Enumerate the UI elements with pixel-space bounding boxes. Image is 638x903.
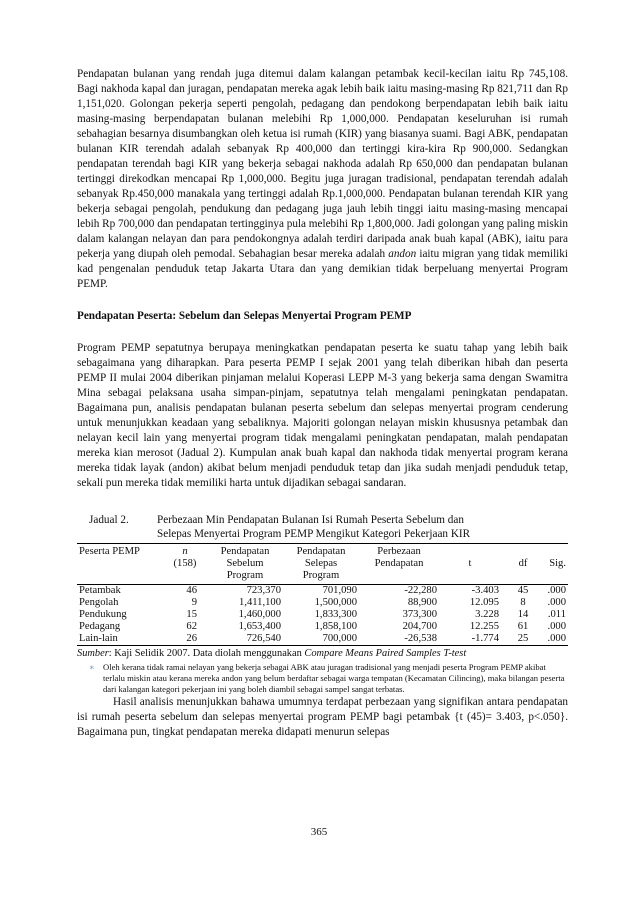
table-row <box>77 597 568 609</box>
col-beza-l2: Pendapatan <box>374 558 424 569</box>
cell-t: 12.255 <box>469 621 499 632</box>
cell-sebelum: 1,653,400 <box>238 621 281 632</box>
cell-t: -3.403 <box>471 585 499 596</box>
col-n <box>163 544 207 585</box>
table-row <box>77 609 568 621</box>
table-header-row <box>77 544 568 585</box>
table-row <box>77 585 568 598</box>
footnote-bullet: ∗ <box>89 662 95 672</box>
cell-sebelum: 1,460,000 <box>238 609 281 620</box>
col-selepas-l1: Pendapatan <box>296 546 346 557</box>
cell-beza: -26,538 <box>359 633 439 646</box>
cell-beza: -22,280 <box>404 585 437 596</box>
col-sebelum-l2: Sebelum <box>226 558 264 569</box>
cell-df: 25 <box>501 633 545 646</box>
cell-sig: .000 <box>547 621 566 632</box>
cell-selepas: 1,500,000 <box>314 597 357 608</box>
table-caption-number: Jadual 2. <box>89 514 129 526</box>
table-source <box>77 647 568 660</box>
col-selepas-l2: Selepas <box>304 558 338 569</box>
cell-beza: 373,300 <box>402 609 437 620</box>
table-caption <box>77 513 568 541</box>
section-heading: Pendapatan Peserta: Sebelum dan Selepas Menyertai Program PEMP <box>77 310 412 322</box>
cell-selepas: 1,858,100 <box>314 621 357 632</box>
paragraph-income-low <box>77 67 568 292</box>
cell-n: 15 <box>186 609 197 620</box>
cell-t: 3.228 <box>475 609 499 620</box>
page-number: 365 <box>310 826 328 838</box>
cell-beza: 88,900 <box>407 597 437 608</box>
italic-term-andon: andon <box>388 248 417 260</box>
col-sig: Sig. <box>545 544 568 585</box>
page-body <box>77 67 568 740</box>
cell-selepas: 701,090 <box>322 585 357 596</box>
cell-peserta: Lain-lain <box>77 633 163 646</box>
table-body <box>77 585 568 646</box>
col-perbezaan <box>359 544 439 585</box>
paragraph-pemp-participants: Program PEMP sepatutnya berupaya meningkatkan pendapatan peserta ke suatu tahap yang lebih baik sebagaimana yang diharapkan. Para peserta PEMP I sejak 2001 yang telah diberikan hibah dan peserta PEMP II mulai 2004 diberikan pinjaman melalui Koperasi LEPP M-3 yang bekerja sama dengan Swamitra Mina sebagai pelaksana usaha simpan-pinjam, sepatutnya telah mengalami peningkatan pendapatan. Bagaimana pun, analisis pendapatan bulanan peserta sebelum dan selepas menyertai program cenderung untuk menunjukkan keadaan yang sebaliknya. Majoriti golongan nelayan miskin khususnya petambak dan nelayan kecil lain yang menyertai program tidak mengalami peningkatan pendapatan, malah pendapatan mereka kian merosot (Jadual 2). Kumpulan anak buah kapal dan nakhoda tidak menyertai program kerana mereka tidak layak (andon) akibat belum menjadi penduduk tetap dan jika sudah menjadi penduduk tetap, sekali pun mereka tidak memiliki harta untuk dijadikan sebagai sandaran. <box>77 342 568 489</box>
cell-sebelum: 723,370 <box>246 585 281 596</box>
source-method: Compare Means Paired Samples T-test <box>304 648 467 659</box>
table-caption-line2: Selepas Menyertai Program PEMP Mengikut Kategori Pekerjaan KIR <box>157 528 471 540</box>
col-sebelum-l1: Pendapatan <box>220 546 270 557</box>
cell-df: 14 <box>517 609 529 620</box>
cell-sebelum: 1,411,100 <box>239 597 281 608</box>
cell-t: -1.774 <box>439 633 501 646</box>
cell-sig: .000 <box>547 597 566 608</box>
cell-n: 26 <box>163 633 207 646</box>
table-row <box>77 621 568 633</box>
col-selepas-l3: Program <box>302 570 340 581</box>
table-caption-line1: Perbezaan Min Pendapatan Bulanan Isi Rumah Peserta Sebelum dan <box>157 514 464 526</box>
income-difference-table <box>77 543 568 646</box>
cell-selepas: 1,833,300 <box>314 609 357 620</box>
cell-sig: .011 <box>547 609 566 620</box>
col-df: df <box>501 544 545 585</box>
col-sebelum <box>207 544 283 585</box>
paragraph-analysis: Hasil analisis menunjukkan bahawa umumnya terdapat perbezaan yang signifikan antara pendapatan isi rumah peserta sebelum dan selepas menyertai program PEMP bagi petambak {t (45)= 3.403, p<.050}. Bagaimana pun, tingkat pendapatan mereka didapati menurun selepas <box>77 696 568 738</box>
col-sebelum-l3: Program <box>226 570 264 581</box>
cell-sebelum: 726,540 <box>207 633 283 646</box>
cell-sig: .000 <box>545 633 568 646</box>
table-footnote <box>89 662 568 695</box>
cell-n: 9 <box>191 597 197 608</box>
cell-df: 61 <box>517 621 529 632</box>
cell-n: 46 <box>186 585 197 596</box>
cell-sig: .000 <box>547 585 566 596</box>
col-beza-l1: Perbezaan <box>377 546 421 557</box>
paragraph-text: Pendapatan bulanan yang rendah juga ditemui dalam kalangan petambak kecil-kecilan iaitu Rp 745,108. Bagi nakhoda kapal dan juragan, pendapatan mereka agak lebih baik iaitu masing-masing Rp 821,711 dan Rp 1,151,020. Golongan pekerja seperti pengolah, pedagang dan pendokong berpendapatan lebih baik iaitu masing-masing berpendapatan bulanan melebihi Rp 1,000,000. Pendapatan keseluruhan isi rumah sebahagian besarnya disumbangkan oleh ketua isi rumah (KIR) yang biasanya suami. Bagi ABK, pendapatan bulanan KIR terendah adalah sebanyak Rp 400,000 dan tertinggi kira-kira Rp 900,000. Sedangkan pendapatan terendah bagi KIR yang bekerja sebagai nakhoda adalah Rp 650,000 dan pendapatan bulanan tertinggi direkodkan mencapai Rp 1,000,000. Begitu juga juragan tradisional, pendapatan terendah adalah sebanyak Rp.450,000 manakala yang tertinggi adalah Rp.1,000,000. Pendapatan bulanan terendah KIR yang bekerja sebagai pengolah, pendukung dan pedagang juga jauh lebih tinggi iaitu masing-masing mencapai lebih Rp 700,000 dan pendapatan tertingginya pula melebihi Rp 1,800,000. Jadi golongan yang paling miskin dalam kalangan nelayan dan para pendokongnya adalah terdiri daripada anak buah kapal (ABK), iaitu para pekerja yang diupah oleh pemodal. Sebahagian besar mereka adalah <box>77 68 568 260</box>
source-text: : Kaji Selidik 2007. Data diolah menggunakan <box>108 648 305 659</box>
cell-peserta: Pendukung <box>79 609 127 620</box>
cell-selepas: 700,000 <box>283 633 359 646</box>
cell-df: 45 <box>517 585 529 596</box>
footnote-text: Oleh kerana tidak ramai nelayan yang bekerja sebagai ABK atau juragan tradisional yang menjadi peserta Program PEMP akibat terlalu miskin atau kerana mereka andon yang belum berdaftar sebagai warga tempatan (Kecamatan Cilincing), maka bilangan peserta dari kalangan kategori pekerjaan ini yang boleh diambil sebagai sampel sangat terbatas. <box>103 662 565 694</box>
col-t: t <box>439 544 501 585</box>
col-peserta: Peserta PEMP <box>77 544 163 585</box>
cell-peserta: Petambak <box>79 585 121 596</box>
cell-peserta: Pedagang <box>79 621 121 632</box>
col-n-label: n <box>182 546 188 557</box>
source-label: Sumber <box>77 648 109 659</box>
cell-n: 62 <box>186 621 197 632</box>
cell-beza: 204,700 <box>402 621 437 632</box>
paragraph-text-end: iaitu migran yang tidak memiliki kad pengenalan penduduk tetap Jakarta Utara dan yang demikian tidak berpeluang menyertai Program PEMP. <box>77 248 568 290</box>
cell-df: 8 <box>520 597 526 608</box>
table-row <box>77 633 568 646</box>
col-selepas <box>283 544 359 585</box>
cell-peserta: Pengolah <box>79 597 119 608</box>
col-n-sub: (158) <box>173 558 197 569</box>
cell-t: 12.095 <box>469 597 499 608</box>
